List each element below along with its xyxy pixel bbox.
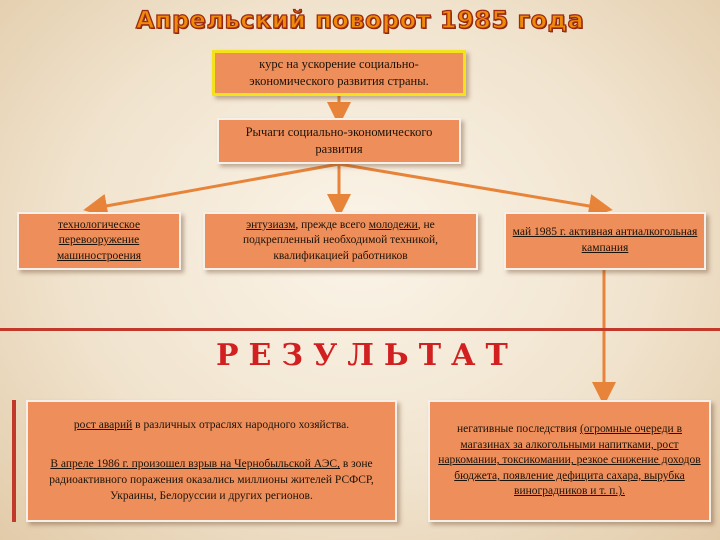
enthusiasm-text — [213, 218, 468, 265]
antialcohol-campaign-box — [504, 212, 706, 270]
course-text: курс на ускорение социально-экономического развития страны. — [249, 57, 429, 88]
negative-text — [438, 422, 701, 500]
chernobyl-rest: в зоне радиоактивного поражения оказались миллионы жителей РСФСР, Украины, Белоруссии и других регионов. — [49, 458, 374, 502]
result-heading: РЕЗУЛЬТАТ — [216, 338, 518, 373]
accidents-box — [26, 400, 397, 522]
enthusiasm-box — [203, 212, 478, 270]
negative-details: (огромные очереди в магазинах за алкогольными напитками, рост наркомании, токсикомании, резкое снижение доходов бюджета, появление дефицита сахара, вырубка виноградников и т. п.). — [438, 423, 701, 498]
chernobyl-text — [36, 457, 387, 504]
accidents-rest: в различных отраслях народного хозяйства. — [132, 418, 350, 431]
arrow-levers-to-campaign — [339, 164, 601, 208]
arrow-levers-to-tech — [95, 164, 339, 208]
levers-text: Рычаги социально-экономического развития — [245, 125, 433, 156]
enthusiasm-part-1: , прежде всего — [295, 218, 369, 231]
enthusiasm-part-2: , не подкрепленный необходимой техникой, квалификацией работников — [243, 218, 438, 262]
youth-word: молодежи — [368, 218, 418, 231]
accidents-text — [74, 418, 349, 434]
enthusiasm-word: энтузиазм — [246, 218, 296, 231]
tech-rearmament-text: технологическое перевооружение машиностроения — [56, 218, 142, 262]
levers-box — [217, 118, 461, 164]
course-box — [212, 50, 466, 96]
chernobyl-underlined: В апреле 1986 г. произошел взрыв на Чернобыльской АЭС, — [50, 458, 340, 471]
tech-rearmament-box — [17, 212, 181, 270]
negative-lead: негативные последствия — [456, 423, 580, 436]
accidents-underlined: рост аварий — [73, 418, 133, 431]
divider-line — [0, 328, 720, 331]
negative-consequences-box — [428, 400, 711, 522]
left-accent-bar — [12, 400, 16, 522]
slide-title: Апрельский поворот 1985 года — [135, 6, 585, 34]
antialcohol-campaign-text: май 1985 г. активная антиалкогольная кампания — [512, 226, 698, 254]
